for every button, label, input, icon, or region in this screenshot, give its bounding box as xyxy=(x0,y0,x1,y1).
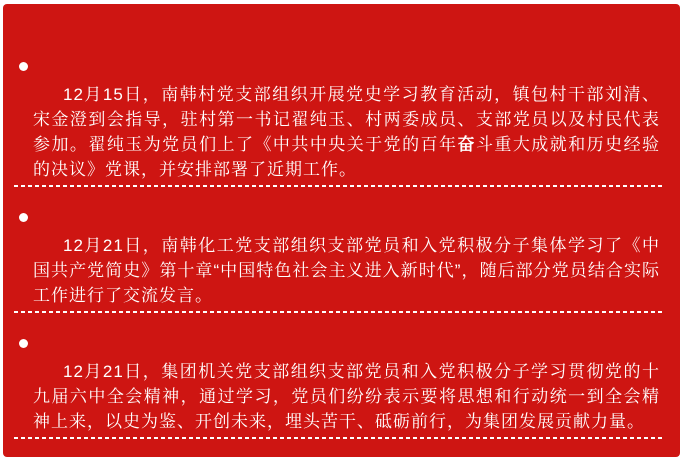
paragraph-text-bold: 奋 xyxy=(457,135,476,154)
paragraph-text: 12月15日，南韩村党支部组织开展党史学习教育活动，镇包村干部刘清、宋金澄到会指导，驻村第一书记翟纯玉、村两委成员、支部党员以及村民代表参加。翟纯玉为党员们上了《中共中央关于党的百年 xyxy=(33,85,660,154)
red-panel xyxy=(3,4,680,457)
entry-paragraph xyxy=(33,82,660,182)
dashed-separator xyxy=(14,437,664,439)
dashed-separator xyxy=(14,311,664,313)
news-entry xyxy=(3,213,680,313)
paragraph-text: 12月21日，集团机关党支部组织支部党员和入党积极分子学习贯彻党的十九届六中全会精神，通过学习，党员们纷纷表示要将思想和行动统一到全会精神上来，以史为鉴、开创未来，埋头苦干、砥砺前行，为集团发展贡献力量。 xyxy=(33,362,660,431)
dashed-separator xyxy=(14,185,664,187)
news-entry xyxy=(3,62,680,187)
paragraph-text: 斗重大成就和历史经验的决议》党课，并安排部署了近期工作。 xyxy=(33,135,661,179)
entry-list xyxy=(3,62,680,439)
bullet-dot-icon xyxy=(19,339,28,348)
paragraph-text: 12月21日，南韩化工党支部组织支部党员和入党积极分子集体学习了《中国共产党简史》第十章“中国特色社会主义进入新时代”，随后部分党员结合实际工作进行了交流发言。 xyxy=(33,236,660,305)
entry-paragraph xyxy=(33,233,660,308)
bullet-dot-icon xyxy=(19,62,28,71)
bullet-dot-icon xyxy=(19,213,28,222)
entry-paragraph xyxy=(33,359,660,434)
news-entry xyxy=(3,339,680,439)
